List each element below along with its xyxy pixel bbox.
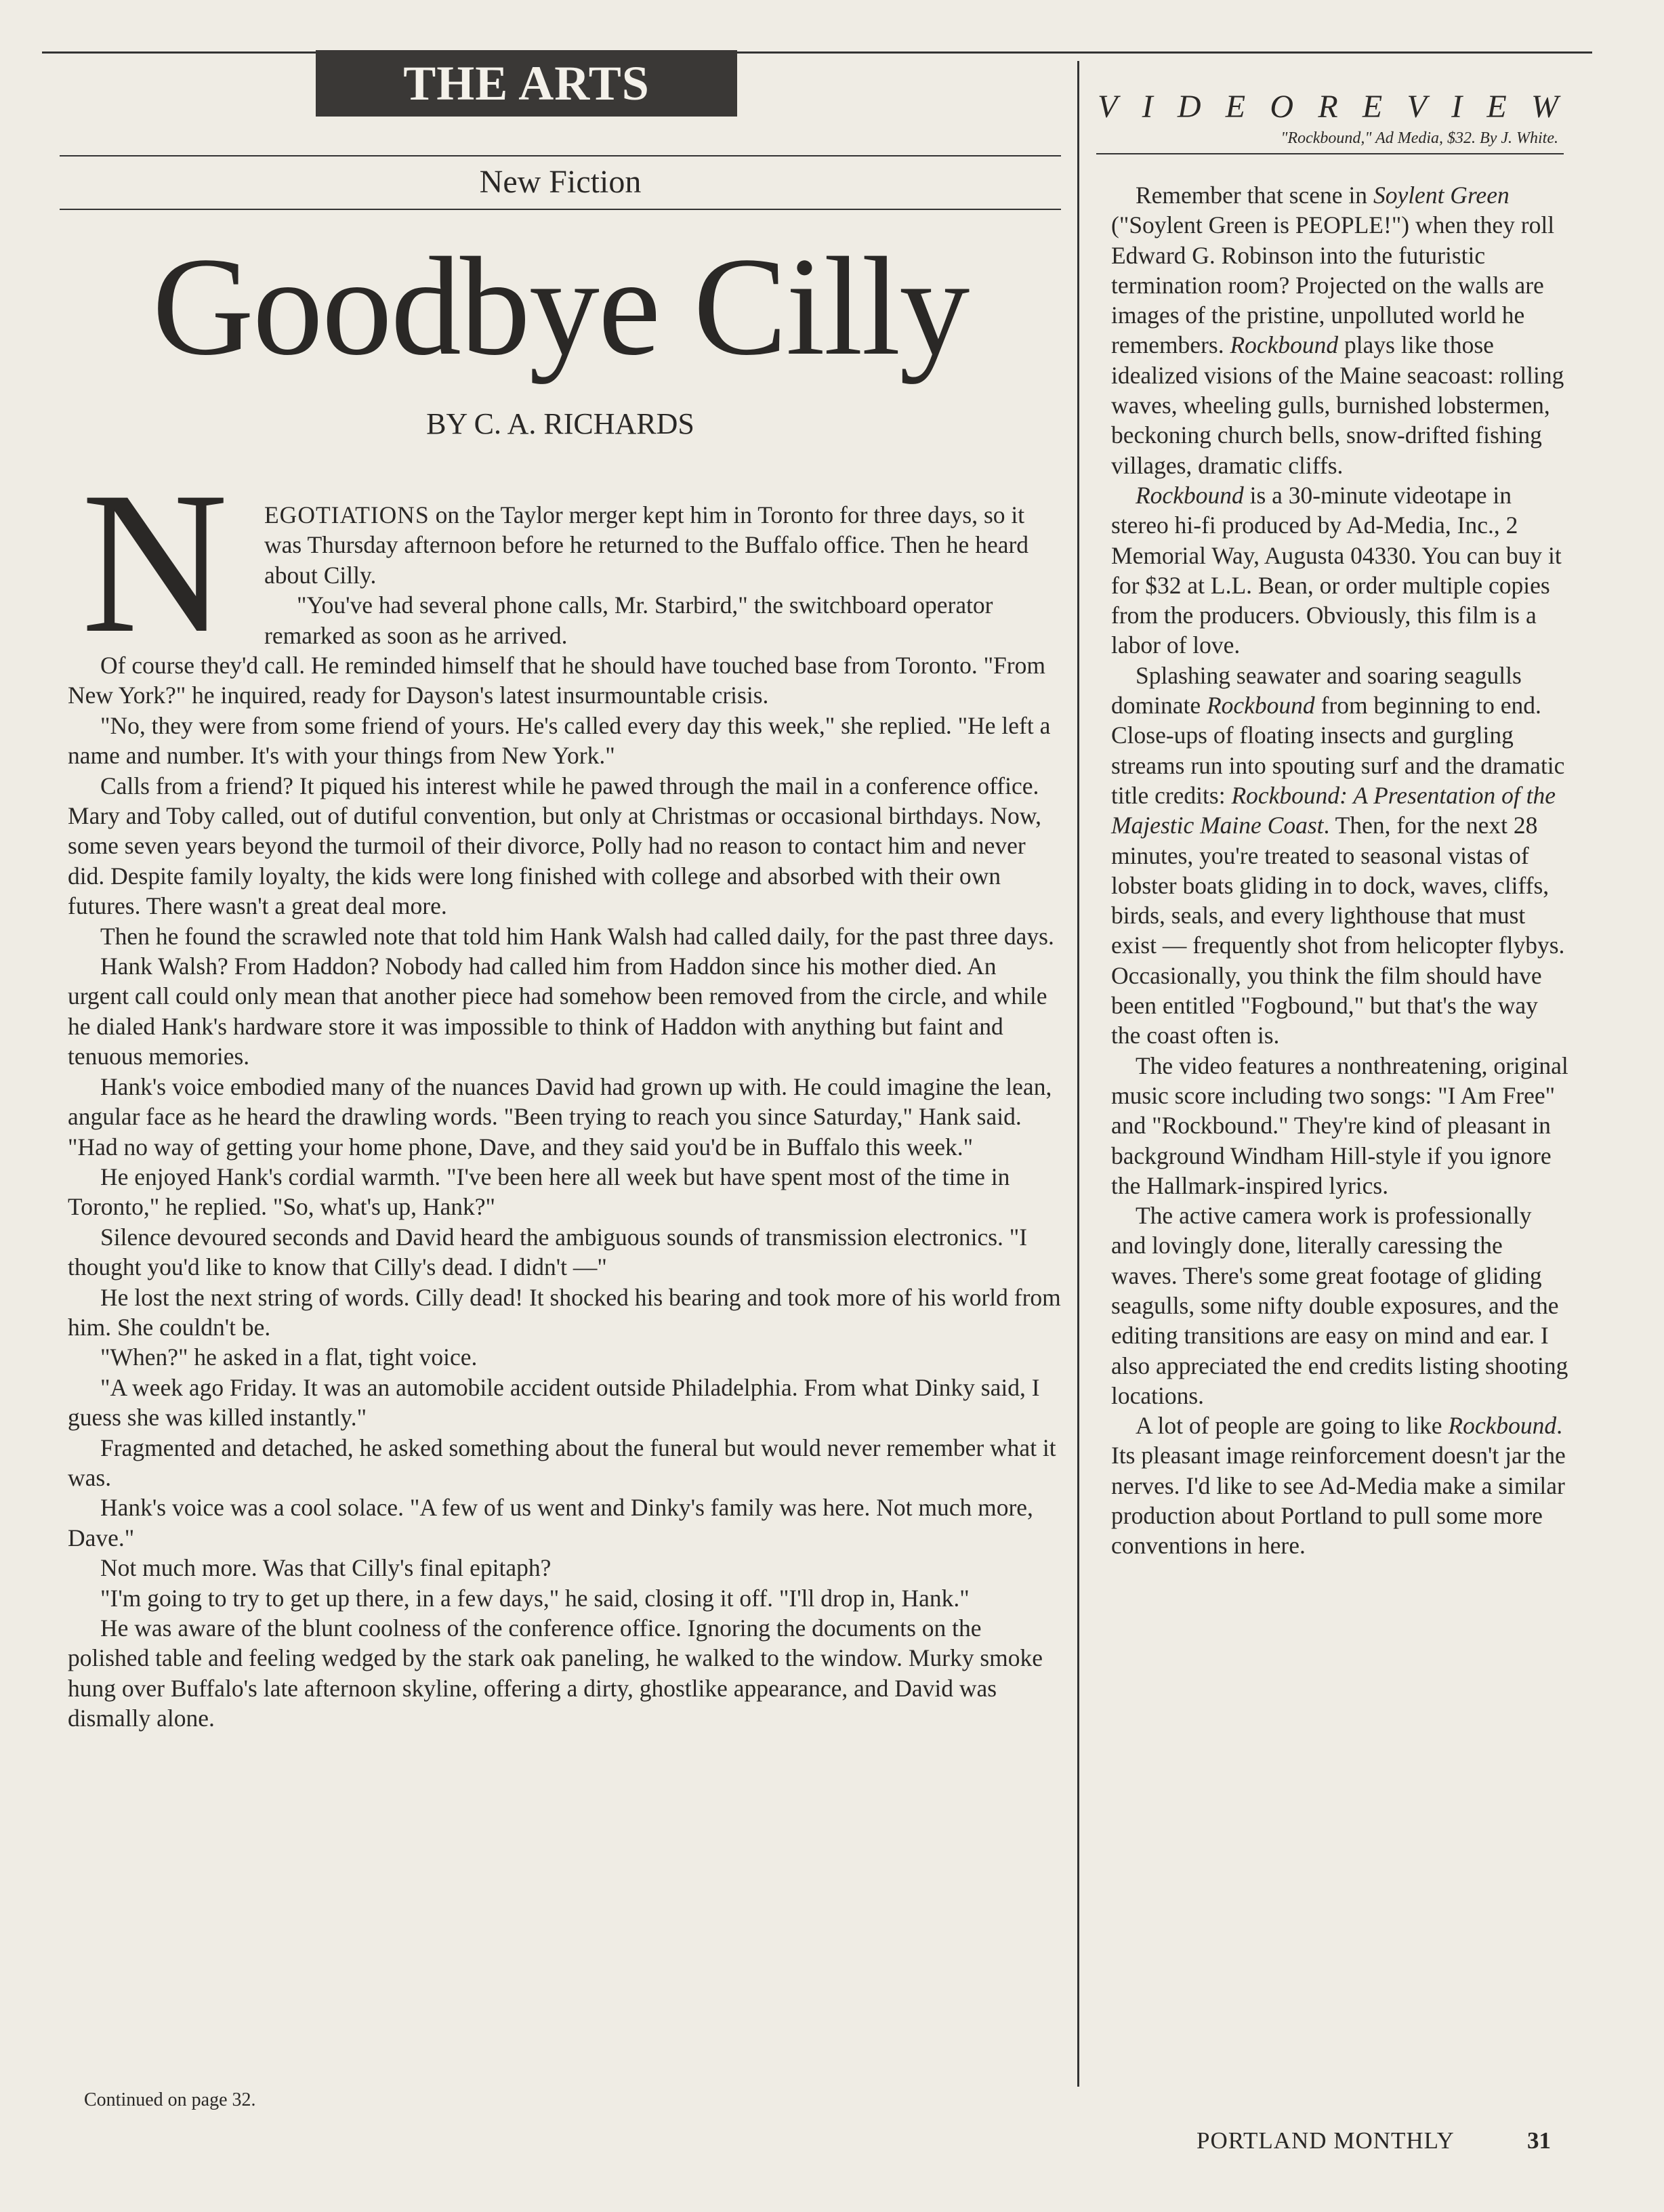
story-opening <box>264 500 1043 650</box>
review-title-letter: E <box>1486 89 1507 125</box>
review-title-letter: E <box>1225 89 1246 125</box>
lead-in-word: EGOTIATIONS <box>264 501 430 528</box>
story-paragraph: Hank Walsh? From Haddon? Nobody had called him from Haddon since his mother died. An urgent call could only mean that another piece had somehow been removed from the circle, and while he dialed Hank's hardware store it was impossible to think of Haddon with anything but faint and tenuous memories. <box>68 953 1047 1070</box>
continued-note: Continued on page 32. <box>84 2089 256 2110</box>
story-paragraph: Calls from a friend? It piqued his interest while he pawed through the mail in a conference office. Mary and Toby called, out of dutiful convention, but only at Christmas or occasional birthdays. Now, some seven years beyond the turmoil of their divorce, Polly had no reason to contact him and never did. Despite family loyalty, the kids were long finished with college and absorbed with their own futures. There wasn't a great deal more. <box>68 772 1041 920</box>
review-paragraph: Rockbound is a 30-minute videotape in stereo hi-fi produced by Ad-Media, Inc., 2 Memorial Way, Augusta 04330. You can buy it for $32 at L.L. Bean, or order multiple copies from the producers. Obviously, this film is a labor of love. <box>1111 481 1562 659</box>
story-paragraph-1 <box>264 500 1043 590</box>
review-paragraph: The active camera work is professionally and lovingly done, literally caressing the waves. There's some great footage of gliding seagulls, some nifty double exposures, and the editing transitions are easy on mind and ear. I also appreciated the end credits listing shooting locations. <box>1111 1202 1568 1409</box>
review-title-letter: I <box>1142 89 1153 125</box>
story-paragraph: Hank's voice embodied many of the nuances David had grown up with. He could imagine the lean, angular face as he heard the drawling words. "Been trying to reach you since Saturday," Hank said. "Had no way of getting your home phone, Dave, and they said you'd be in Buffalo this week." <box>68 1072 1052 1161</box>
story-body <box>68 650 1061 1734</box>
review-rule <box>1096 153 1564 154</box>
story-paragraph: He enjoyed Hank's cordial warmth. "I've been here all week but have spent most of the time in Toronto," he replied. "So, what's up, Hank?" <box>68 1163 1010 1221</box>
review-title-letter: R <box>1318 89 1338 125</box>
review-title-letter: E <box>1362 89 1383 125</box>
review-subtitle: "Rockbound," Ad Media, $32. By J. White. <box>1281 129 1558 147</box>
review-title-letter: O <box>1270 89 1294 125</box>
column-divider <box>1077 61 1079 2087</box>
section-banner: THE ARTS <box>316 50 737 117</box>
kicker-rule-top <box>60 155 1061 156</box>
story-paragraph: Hank's voice was a cool solace. "A few of us went and Dinky's family was here. Not much more, Dave." <box>68 1494 1033 1551</box>
review-paragraph: A lot of people are going to like Rockbound. Its pleasant image reinforcement doesn't jar the nerves. I'd like to see Ad-Media make a similar production about Portland to pull some more conventions in here. <box>1111 1412 1566 1560</box>
article-byline: BY C. A. RICHARDS <box>426 407 694 440</box>
kicker-rule-bottom <box>60 209 1061 210</box>
review-title-letter: D <box>1177 89 1201 125</box>
footer-page-number: 31 <box>1527 2127 1551 2154</box>
top-rule <box>42 51 1592 54</box>
review-title <box>1098 87 1558 127</box>
story-paragraph: "No, they were from some friend of yours. He's called every day this week," she replied. "He left a name and number. It's with your things from New York." <box>68 711 1051 770</box>
review-paragraph: Remember that scene in Soylent Green ("Soylent Green is PEOPLE!") when they roll Edward G. Robinson into the futuristic termination room? Projected on the walls are images of the pristine, unpolluted world he remembers. Rockbound plays like those idealized visions of the Maine seacoast: rolling waves, wheeling gulls, burnished lobstermen, beckoning church bells, snow-drifted fishing villages, dramatic cliffs. <box>1111 182 1564 479</box>
review-paragraph: The video features a nonthreatening, original music score including two songs: "I Am Free" and "Rockbound." They're kind of pleasant in background Windham Hill-style if you ignore the Hallmark-inspired lyrics. <box>1111 1051 1568 1199</box>
story-paragraph: Then he found the scrawled note that told him Hank Walsh had called daily, for the past three days. <box>100 922 1054 950</box>
story-paragraph: "I'm going to try to get up there, in a few days," he said, closing it off. "I'll drop in, Hank." <box>100 1584 970 1612</box>
story-paragraph: "When?" he asked in a flat, tight voice. <box>100 1343 478 1371</box>
footer-magazine-name: PORTLAND MONTHLY <box>1197 2127 1455 2154</box>
story-paragraph: Silence devoured seconds and David heard the ambiguous sounds of transmission electronics. "I thought you'd like to know that Cilly's dead. I didn't —" <box>68 1223 1028 1281</box>
review-title-letter: V <box>1407 89 1427 125</box>
article-headline: Goodbye Cilly <box>152 228 969 384</box>
story-paragraph: He was aware of the blunt coolness of the conference office. Ignoring the documents on the polished table and feeling wedged by the stark oak paneling, he walked to the window. Murky smoke hung over Buffalo's late afternoon skyline, offering a dirty, ghostlike appearance, and David was dismally alone. <box>68 1614 1043 1732</box>
review-title-letter: V <box>1098 89 1118 125</box>
review-title-letter: W <box>1531 89 1558 125</box>
story-paragraph-1-text: on the Taylor merger kept him in Toronto for three days, so it was Thursday afternoon before he returned to the Buffalo office. Then he heard about Cilly. <box>264 501 1029 589</box>
story-paragraph: Of course they'd call. He reminded himself that he should have touched base from Toronto. "From New York?" he inquired, ready for Dayson's latest insurmountable crisis. <box>68 652 1045 709</box>
story-paragraph-2: "You've had several phone calls, Mr. Starbird," the switchboard operator remarked as soon as he arrived. <box>264 591 993 649</box>
story-paragraph: Not much more. Was that Cilly's final epitaph? <box>100 1554 552 1582</box>
review-body <box>1111 180 1572 1561</box>
story-paragraph: "A week ago Friday. It was an automobile accident outside Philadelphia. From what Dinky said, I guess she was killed instantly." <box>68 1373 1040 1432</box>
story-paragraph: Fragmented and detached, he asked something about the funeral but would never remember what it was. <box>68 1434 1056 1491</box>
drop-cap: N <box>81 450 228 675</box>
story-paragraph: He lost the next string of words. Cilly dead! It shocked his bearing and took more of his world from him. She couldn't be. <box>68 1283 1061 1341</box>
review-title-letter: I <box>1451 89 1463 125</box>
article-kicker: New Fiction <box>479 164 642 200</box>
review-paragraph: Splashing seawater and soaring seagulls dominate Rockbound from beginning to end. Close-ups of floating insects and gurgling streams run into spouting surf and the dramatic title credits: Rockbound: A Presentation of the Majestic Maine Coast. Then, for the next 28 minutes, you're treated to seasonal vistas of lobster boats gliding in to dock, waves, cliffs, birds, seals, and every lighthouse that must exist — frequently shot from helicopter flybys. Occasionally, you think the film should have been entitled "Fogbound," but that's the way the coast often is. <box>1111 661 1565 1049</box>
